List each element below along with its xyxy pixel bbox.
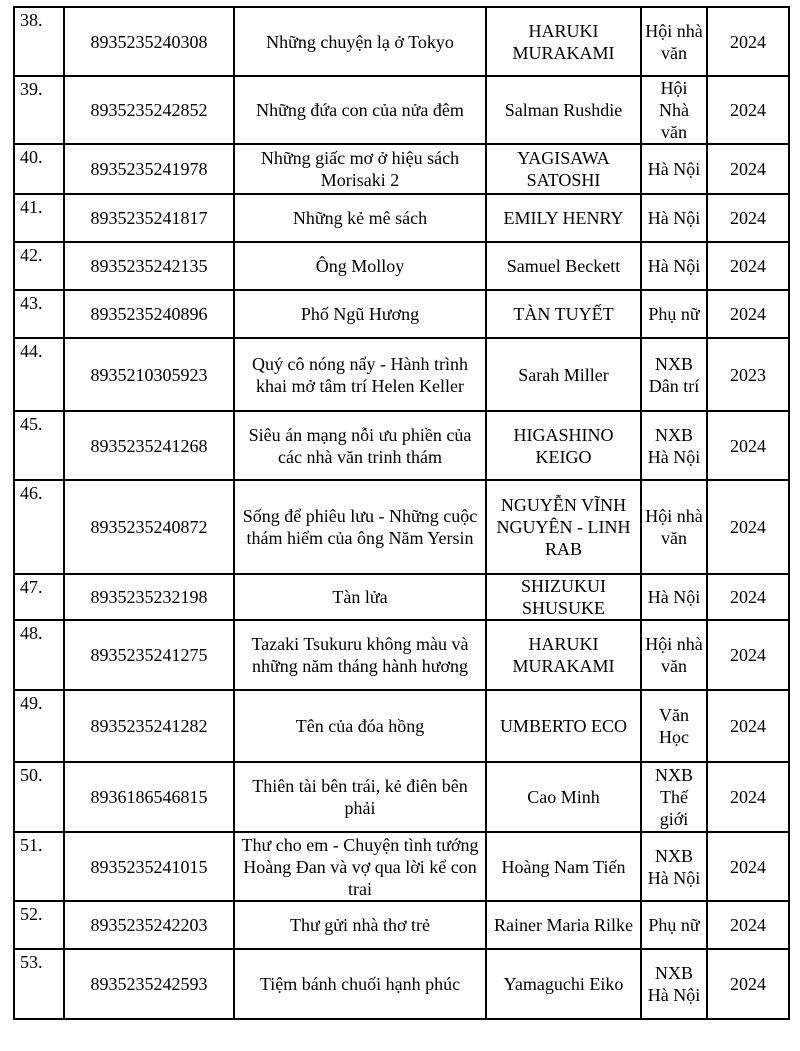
year-cell: 2024 xyxy=(707,949,789,1019)
author-cell: Salman Rushdie xyxy=(486,76,641,144)
author-cell: YAGISAWA SATOSHI xyxy=(486,144,641,194)
row-number: 50. xyxy=(14,762,64,832)
year-cell: 2024 xyxy=(707,480,789,574)
year-cell: 2024 xyxy=(707,832,789,901)
table-row xyxy=(14,762,789,832)
title-cell: Tiệm bánh chuối hạnh phúc xyxy=(234,949,486,1019)
publisher-cell: NXB Dân trí xyxy=(641,338,707,411)
year-cell: 2023 xyxy=(707,338,789,411)
year-cell: 2024 xyxy=(707,620,789,690)
row-number: 41. xyxy=(14,194,64,242)
author-cell: Cao Minh xyxy=(486,762,641,832)
table-row xyxy=(14,338,789,411)
row-number: 51. xyxy=(14,832,64,901)
row-number: 48. xyxy=(14,620,64,690)
author-cell: Sarah Miller xyxy=(486,338,641,411)
isbn-cell: 8935235242852 xyxy=(64,76,234,144)
title-cell: Những giấc mơ ở hiệu sách Morisaki 2 xyxy=(234,144,486,194)
title-cell: Những đứa con của nửa đêm xyxy=(234,76,486,144)
isbn-cell: 8935235241268 xyxy=(64,411,234,480)
title-cell: Tàn lửa xyxy=(234,574,486,620)
title-cell: Sống để phiêu lưu - Những cuộc thám hiểm của ông Năm Yersin xyxy=(234,480,486,574)
table-row xyxy=(14,76,789,144)
row-number: 43. xyxy=(14,290,64,338)
author-cell: SHIZUKUI SHUSUKE xyxy=(486,574,641,620)
table-row xyxy=(14,574,789,620)
isbn-cell: 8935235240872 xyxy=(64,480,234,574)
publisher-cell: Phụ nữ xyxy=(641,290,707,338)
table-row xyxy=(14,411,789,480)
title-cell: Tên của đóa hồng xyxy=(234,690,486,762)
year-cell: 2024 xyxy=(707,290,789,338)
isbn-cell: 8935235241015 xyxy=(64,832,234,901)
isbn-cell: 8936186546815 xyxy=(64,762,234,832)
table-row xyxy=(14,242,789,290)
publisher-cell: Phụ nữ xyxy=(641,901,707,949)
table-row xyxy=(14,620,789,690)
row-number: 53. xyxy=(14,949,64,1019)
row-number: 44. xyxy=(14,338,64,411)
year-cell: 2024 xyxy=(707,901,789,949)
author-cell: EMILY HENRY xyxy=(486,194,641,242)
table-row xyxy=(14,144,789,194)
table-row xyxy=(14,901,789,949)
publisher-cell: Hội nhà văn xyxy=(641,480,707,574)
isbn-cell: 8935235242135 xyxy=(64,242,234,290)
isbn-cell: 8935235241817 xyxy=(64,194,234,242)
author-cell: HIGASHINO KEIGO xyxy=(486,411,641,480)
row-number: 46. xyxy=(14,480,64,574)
table-row xyxy=(14,290,789,338)
isbn-cell: 8935235240308 xyxy=(64,7,234,76)
publisher-cell: Hội nhà văn xyxy=(641,7,707,76)
isbn-cell: 8935235242593 xyxy=(64,949,234,1019)
table-row xyxy=(14,7,789,76)
title-cell: Thư gửi nhà thơ trẻ xyxy=(234,901,486,949)
author-cell: HARUKI MURAKAMI xyxy=(486,7,641,76)
year-cell: 2024 xyxy=(707,242,789,290)
publisher-cell: Hà Nội xyxy=(641,242,707,290)
author-cell: HARUKI MURAKAMI xyxy=(486,620,641,690)
year-cell: 2024 xyxy=(707,76,789,144)
table-row xyxy=(14,480,789,574)
isbn-cell: 8935210305923 xyxy=(64,338,234,411)
year-cell: 2024 xyxy=(707,690,789,762)
isbn-cell: 8935235240896 xyxy=(64,290,234,338)
author-cell: Yamaguchi Eiko xyxy=(486,949,641,1019)
publisher-cell: NXB Hà Nội xyxy=(641,832,707,901)
title-cell: Phố Ngũ Hương xyxy=(234,290,486,338)
publisher-cell: Hội nhà văn xyxy=(641,620,707,690)
title-cell: Quý cô nóng nẩy - Hành trình khai mở tâm trí Helen Keller xyxy=(234,338,486,411)
row-number: 45. xyxy=(14,411,64,480)
isbn-cell: 8935235242203 xyxy=(64,901,234,949)
table-row xyxy=(14,832,789,901)
isbn-cell: 8935235241282 xyxy=(64,690,234,762)
table-row xyxy=(14,949,789,1019)
title-cell: Thư cho em - Chuyện tình tướng Hoàng Đan và vợ qua lời kể con trai xyxy=(234,832,486,901)
title-cell: Những kẻ mê sách xyxy=(234,194,486,242)
author-cell: Samuel Beckett xyxy=(486,242,641,290)
year-cell: 2024 xyxy=(707,762,789,832)
author-cell: Rainer Maria Rilke xyxy=(486,901,641,949)
publisher-cell: Hà Nội xyxy=(641,574,707,620)
row-number: 49. xyxy=(14,690,64,762)
book-table xyxy=(13,6,790,1020)
publisher-cell: NXB Thế giới xyxy=(641,762,707,832)
row-number: 40. xyxy=(14,144,64,194)
table-row xyxy=(14,690,789,762)
row-number: 52. xyxy=(14,901,64,949)
isbn-cell: 8935235241275 xyxy=(64,620,234,690)
year-cell: 2024 xyxy=(707,574,789,620)
year-cell: 2024 xyxy=(707,7,789,76)
title-cell: Siêu án mạng nỗi ưu phiền của các nhà văn trinh thám xyxy=(234,411,486,480)
title-cell: Những chuyện lạ ở Tokyo xyxy=(234,7,486,76)
publisher-cell: Hà Nội xyxy=(641,194,707,242)
row-number: 47. xyxy=(14,574,64,620)
year-cell: 2024 xyxy=(707,194,789,242)
row-number: 39. xyxy=(14,76,64,144)
table-row xyxy=(14,194,789,242)
row-number: 38. xyxy=(14,7,64,76)
publisher-cell: NXB Hà Nội xyxy=(641,949,707,1019)
isbn-cell: 8935235232198 xyxy=(64,574,234,620)
row-number: 42. xyxy=(14,242,64,290)
author-cell: TÀN TUYẾT xyxy=(486,290,641,338)
title-cell: Thiên tài bên trái, kẻ điên bên phải xyxy=(234,762,486,832)
year-cell: 2024 xyxy=(707,411,789,480)
publisher-cell: Văn Học xyxy=(641,690,707,762)
author-cell: Hoàng Nam Tiến xyxy=(486,832,641,901)
isbn-cell: 8935235241978 xyxy=(64,144,234,194)
book-table-body xyxy=(14,7,789,1019)
author-cell: NGUYỄN VĨNH NGUYÊN - LINH RAB xyxy=(486,480,641,574)
title-cell: Ông Molloy xyxy=(234,242,486,290)
title-cell: Tazaki Tsukuru không màu và những năm tháng hành hương xyxy=(234,620,486,690)
author-cell: UMBERTO ECO xyxy=(486,690,641,762)
publisher-cell: NXB Hà Nội xyxy=(641,411,707,480)
publisher-cell: Hà Nội xyxy=(641,144,707,194)
year-cell: 2024 xyxy=(707,144,789,194)
publisher-cell: Hội Nhà văn xyxy=(641,76,707,144)
